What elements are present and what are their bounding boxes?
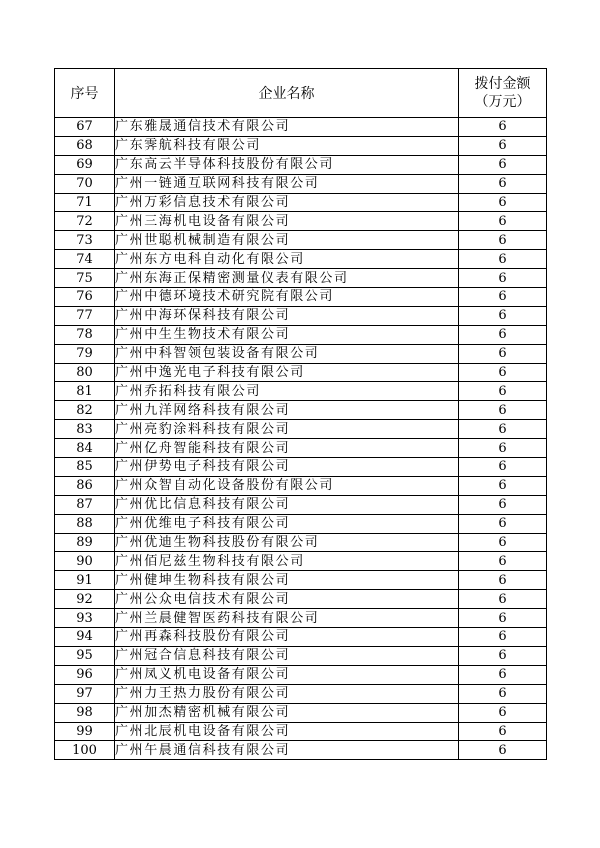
header-serial-number: 序号 xyxy=(55,69,115,118)
row-company-name: 广州一链通互联网科技有限公司 xyxy=(115,174,459,193)
table-row xyxy=(55,174,547,193)
row-company-name: 广州九洋网络科技有限公司 xyxy=(115,401,459,420)
row-amount: 6 xyxy=(459,684,547,703)
row-amount: 6 xyxy=(459,514,547,533)
row-amount: 6 xyxy=(459,155,547,174)
row-company-name: 广州亮豹涂料科技有限公司 xyxy=(115,420,459,439)
row-serial-number: 83 xyxy=(55,420,115,439)
row-company-name: 广州公众电信技术有限公司 xyxy=(115,590,459,609)
row-serial-number: 80 xyxy=(55,363,115,382)
table-row xyxy=(55,325,547,344)
row-serial-number: 78 xyxy=(55,325,115,344)
row-serial-number: 73 xyxy=(55,231,115,250)
table-row xyxy=(55,646,547,665)
row-company-name: 广州世聪机械制造有限公司 xyxy=(115,231,459,250)
row-serial-number: 72 xyxy=(55,212,115,231)
row-amount: 6 xyxy=(459,118,547,137)
row-serial-number: 82 xyxy=(55,401,115,420)
row-amount: 6 xyxy=(459,665,547,684)
row-serial-number: 76 xyxy=(55,288,115,307)
table-row xyxy=(55,571,547,590)
row-serial-number: 98 xyxy=(55,703,115,722)
row-company-name: 广东雅晟通信技术有限公司 xyxy=(115,118,459,137)
row-company-name: 广州中生生物技术有限公司 xyxy=(115,325,459,344)
table-row xyxy=(55,628,547,647)
row-company-name: 广州冠合信息科技有限公司 xyxy=(115,646,459,665)
row-serial-number: 95 xyxy=(55,646,115,665)
table-row xyxy=(55,590,547,609)
row-amount: 6 xyxy=(459,495,547,514)
header-row xyxy=(55,69,547,118)
row-company-name: 广州加杰精密机械有限公司 xyxy=(115,703,459,722)
row-amount: 6 xyxy=(459,741,547,760)
row-serial-number: 86 xyxy=(55,476,115,495)
table-row xyxy=(55,382,547,401)
row-amount: 6 xyxy=(459,212,547,231)
row-amount: 6 xyxy=(459,382,547,401)
row-amount: 6 xyxy=(459,628,547,647)
row-serial-number: 70 xyxy=(55,174,115,193)
table-row xyxy=(55,344,547,363)
row-serial-number: 81 xyxy=(55,382,115,401)
table-row xyxy=(55,231,547,250)
row-company-name: 广州佰尼兹生物科技有限公司 xyxy=(115,552,459,571)
row-company-name: 广州乔拓科技有限公司 xyxy=(115,382,459,401)
header-amount-line1: 拨付金额 xyxy=(474,76,531,92)
row-serial-number: 97 xyxy=(55,684,115,703)
row-company-name: 广州优迪生物科技股份有限公司 xyxy=(115,533,459,552)
row-company-name: 广州兰晨健智医药科技有限公司 xyxy=(115,609,459,628)
table-row xyxy=(55,514,547,533)
row-amount: 6 xyxy=(459,174,547,193)
row-serial-number: 90 xyxy=(55,552,115,571)
table-row xyxy=(55,722,547,741)
row-amount: 6 xyxy=(459,193,547,212)
row-amount: 6 xyxy=(459,344,547,363)
row-company-name: 广州凤义机电设备有限公司 xyxy=(115,665,459,684)
row-company-name: 广州优维电子科技有限公司 xyxy=(115,514,459,533)
header-amount xyxy=(459,69,547,118)
table-row xyxy=(55,476,547,495)
row-company-name: 广东高云半导体科技股份有限公司 xyxy=(115,155,459,174)
table-row xyxy=(55,136,547,155)
table-row xyxy=(55,363,547,382)
row-serial-number: 67 xyxy=(55,118,115,137)
row-amount: 6 xyxy=(459,269,547,288)
row-serial-number: 75 xyxy=(55,269,115,288)
row-amount: 6 xyxy=(459,552,547,571)
table-row xyxy=(55,609,547,628)
row-amount: 6 xyxy=(459,288,547,307)
table-row xyxy=(55,703,547,722)
row-serial-number: 77 xyxy=(55,306,115,325)
row-company-name: 广州健坤生物科技有限公司 xyxy=(115,571,459,590)
table-row xyxy=(55,306,547,325)
table-row xyxy=(55,212,547,231)
row-serial-number: 84 xyxy=(55,439,115,458)
row-amount: 6 xyxy=(459,439,547,458)
row-company-name: 广州中海环保科技有限公司 xyxy=(115,306,459,325)
row-amount: 6 xyxy=(459,250,547,269)
row-company-name: 广东霁航科技有限公司 xyxy=(115,136,459,155)
row-serial-number: 68 xyxy=(55,136,115,155)
row-company-name: 广州众智自动化设备股份有限公司 xyxy=(115,476,459,495)
header-amount-unit: （万元） xyxy=(474,94,531,110)
row-serial-number: 88 xyxy=(55,514,115,533)
row-company-name: 广州东海正保精密测量仪表有限公司 xyxy=(115,269,459,288)
table-row xyxy=(55,401,547,420)
table-row xyxy=(55,741,547,760)
row-amount: 6 xyxy=(459,533,547,552)
row-amount: 6 xyxy=(459,458,547,477)
row-serial-number: 100 xyxy=(55,741,115,760)
header-company-name: 企业名称 xyxy=(115,69,459,118)
allocation-table xyxy=(54,68,547,760)
table-row xyxy=(55,288,547,307)
table-body xyxy=(55,118,547,760)
table-row xyxy=(55,269,547,288)
row-company-name: 广州优比信息科技有限公司 xyxy=(115,495,459,514)
row-amount: 6 xyxy=(459,306,547,325)
row-company-name: 广州亿舟智能科技有限公司 xyxy=(115,439,459,458)
table-row xyxy=(55,684,547,703)
row-amount: 6 xyxy=(459,609,547,628)
row-amount: 6 xyxy=(459,590,547,609)
row-amount: 6 xyxy=(459,571,547,590)
row-amount: 6 xyxy=(459,476,547,495)
row-company-name: 广州北辰机电设备有限公司 xyxy=(115,722,459,741)
row-amount: 6 xyxy=(459,401,547,420)
table-row xyxy=(55,193,547,212)
table-row xyxy=(55,665,547,684)
row-amount: 6 xyxy=(459,325,547,344)
row-company-name: 广州再森科技股份有限公司 xyxy=(115,628,459,647)
row-amount: 6 xyxy=(459,703,547,722)
table-row xyxy=(55,118,547,137)
row-amount: 6 xyxy=(459,231,547,250)
table-row xyxy=(55,495,547,514)
table-row xyxy=(55,420,547,439)
row-company-name: 广州万彩信息技术有限公司 xyxy=(115,193,459,212)
row-serial-number: 89 xyxy=(55,533,115,552)
table-header xyxy=(55,69,547,118)
row-company-name: 广州中逸光电子科技有限公司 xyxy=(115,363,459,382)
row-serial-number: 99 xyxy=(55,722,115,741)
table-row xyxy=(55,250,547,269)
row-company-name: 广州午晨通信科技有限公司 xyxy=(115,741,459,760)
row-serial-number: 94 xyxy=(55,628,115,647)
row-amount: 6 xyxy=(459,722,547,741)
row-serial-number: 69 xyxy=(55,155,115,174)
row-company-name: 广州中科智领包装设备有限公司 xyxy=(115,344,459,363)
row-serial-number: 85 xyxy=(55,458,115,477)
row-company-name: 广州中德环境技术研究院有限公司 xyxy=(115,288,459,307)
row-amount: 6 xyxy=(459,136,547,155)
row-amount: 6 xyxy=(459,420,547,439)
table-row xyxy=(55,552,547,571)
row-serial-number: 74 xyxy=(55,250,115,269)
row-company-name: 广州东方电科自动化有限公司 xyxy=(115,250,459,269)
row-company-name: 广州力王热力股份有限公司 xyxy=(115,684,459,703)
row-serial-number: 87 xyxy=(55,495,115,514)
row-company-name: 广州伊势电子科技有限公司 xyxy=(115,458,459,477)
row-amount: 6 xyxy=(459,363,547,382)
table-row xyxy=(55,533,547,552)
row-serial-number: 91 xyxy=(55,571,115,590)
table-row xyxy=(55,155,547,174)
row-amount: 6 xyxy=(459,646,547,665)
row-serial-number: 71 xyxy=(55,193,115,212)
row-serial-number: 92 xyxy=(55,590,115,609)
table-row xyxy=(55,439,547,458)
row-serial-number: 96 xyxy=(55,665,115,684)
row-company-name: 广州三海机电设备有限公司 xyxy=(115,212,459,231)
row-serial-number: 93 xyxy=(55,609,115,628)
table-row xyxy=(55,458,547,477)
row-serial-number: 79 xyxy=(55,344,115,363)
